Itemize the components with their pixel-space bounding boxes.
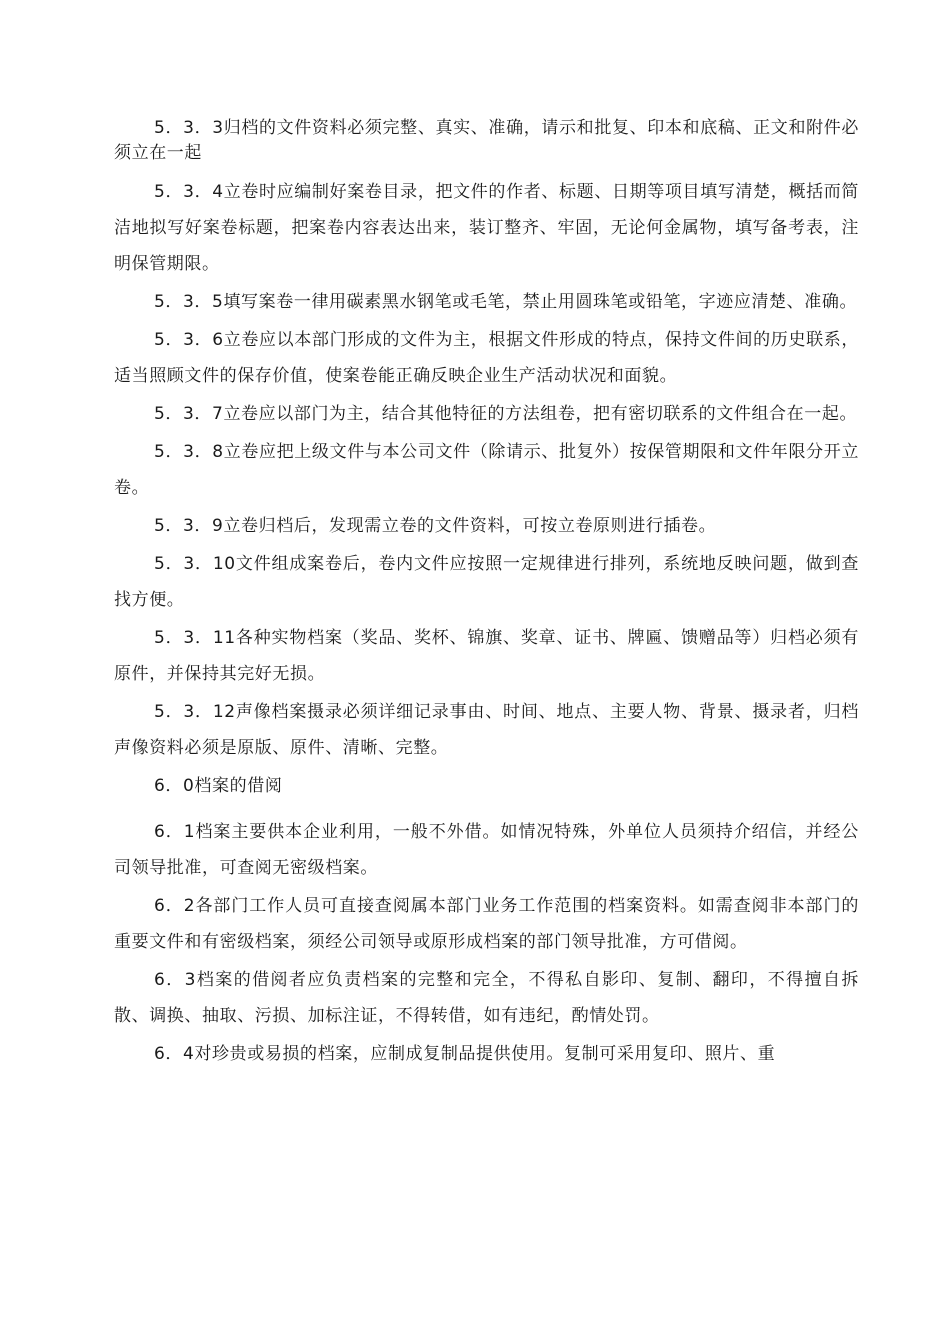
paragraph-5-3-9: 5．3．9立卷归档后，发现需立卷的文件资料，可按立卷原则进行插卷。: [154, 516, 717, 536]
paragraph-5-3-6: 5．3．6立卷应以本部门形成的文件为主，根据文件形成的特点，保持文件间的历史联系，适当照顾文件的保存价值，使案卷能正确反映企业生产活动状况和面貌。: [114, 330, 859, 386]
paragraph-5-3-10: 5．3．10文件组成案卷后，卷内文件应按照一定规律进行排列，系统地反映问题，做到查找方便。: [114, 554, 859, 610]
paragraph-5-3-3: 5．3．3归档的文件资料必须完整、真实、准确，请示和批复、印本和底稿、正文和附件必须立在一起: [114, 118, 859, 163]
paragraph-5-3-4: 5．3．4立卷时应编制好案卷目录，把文件的作者、标题、日期等项目填写清楚，概括而简洁地拟写好案卷标题，把案卷内容表达出来，装订整齐、牢固，无论何金属物，填写备考表，注明保管期限。: [114, 182, 859, 274]
paragraph-6-3: 6．3档案的借阅者应负责档案的完整和完全，不得私自影印、复制、翻印，不得擅自拆散、调换、抽取、污损、加标注证，不得转借，如有违纪，酌情处罚。: [114, 970, 859, 1026]
paragraph-6-2: 6．2各部门工作人员可直接查阅属本部门业务工作范围的档案资料。如需查阅非本部门的重要文件和有密级档案，须经公司领导或原形成档案的部门领导批准，方可借阅。: [114, 896, 859, 952]
paragraph-5-3-11: 5．3．11各种实物档案（奖品、奖杯、锦旗、奖章、证书、牌匾、馈赠品等）归档必须有原件，并保持其完好无损。: [114, 628, 859, 684]
section-heading: 6．0档案的借阅: [154, 776, 283, 796]
paragraph-6-4: 6．4对珍贵或易损的档案，应制成复制品提供使用。复制可采用复印、照片、重: [154, 1044, 776, 1064]
paragraph-5-3-12: 5．3．12声像档案摄录必须详细记录事由、时间、地点、主要人物、背景、摄录者，归档声像资料必须是原版、原件、清晰、完整。: [114, 702, 859, 758]
paragraph-6-1: 6．1档案主要供本企业利用，一般不外借。如情况特殊，外单位人员须持介绍信，并经公司领导批准，可查阅无密级档案。: [114, 822, 859, 878]
paragraph-5-3-5: 5．3．5填写案卷一律用碳素黑水钢笔或毛笔，禁止用圆珠笔或铅笔，字迹应清楚、准确。: [154, 292, 858, 312]
paragraph-5-3-8: 5．3．8立卷应把上级文件与本公司文件（除请示、批复外）按保管期限和文件年限分开立卷。: [114, 442, 859, 498]
paragraph-5-3-7: 5．3．7立卷应以部门为主，结合其他特征的方法组卷，把有密切联系的文件组合在一起。: [154, 404, 858, 424]
document-body: [114, 116, 859, 1074]
